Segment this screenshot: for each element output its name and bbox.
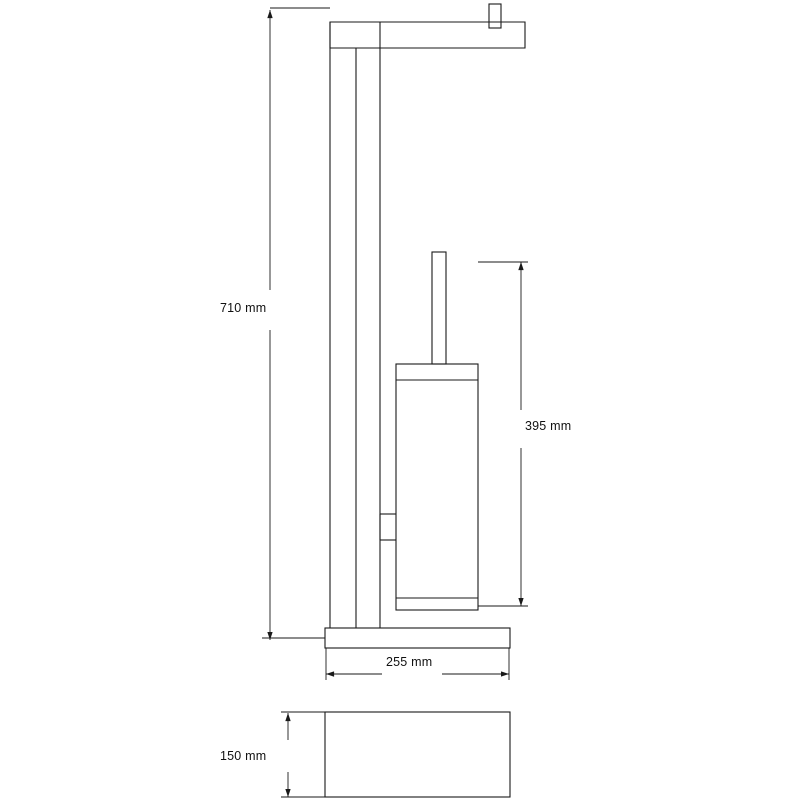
top-arm [330, 22, 525, 48]
base-plate [325, 628, 510, 648]
top-finial [489, 4, 501, 28]
dimension-710 [262, 8, 330, 640]
dimension-150 [281, 712, 325, 797]
dimension-395 [478, 262, 528, 606]
brush-bracket [380, 514, 396, 540]
dimension-label-710: 710 mm [220, 301, 267, 315]
vertical-post [330, 22, 380, 628]
dimension-label-255: 255 mm [386, 655, 433, 669]
dimension-lines [262, 8, 528, 797]
arm-inner-line [380, 22, 525, 48]
dimension-label-150: 150 mm [220, 749, 267, 763]
dimension-label-395: 395 mm [525, 419, 572, 433]
brush-handle [432, 252, 446, 364]
top-plan-view [325, 712, 510, 797]
front-elevation-view [325, 4, 525, 648]
brush-container [396, 364, 478, 610]
